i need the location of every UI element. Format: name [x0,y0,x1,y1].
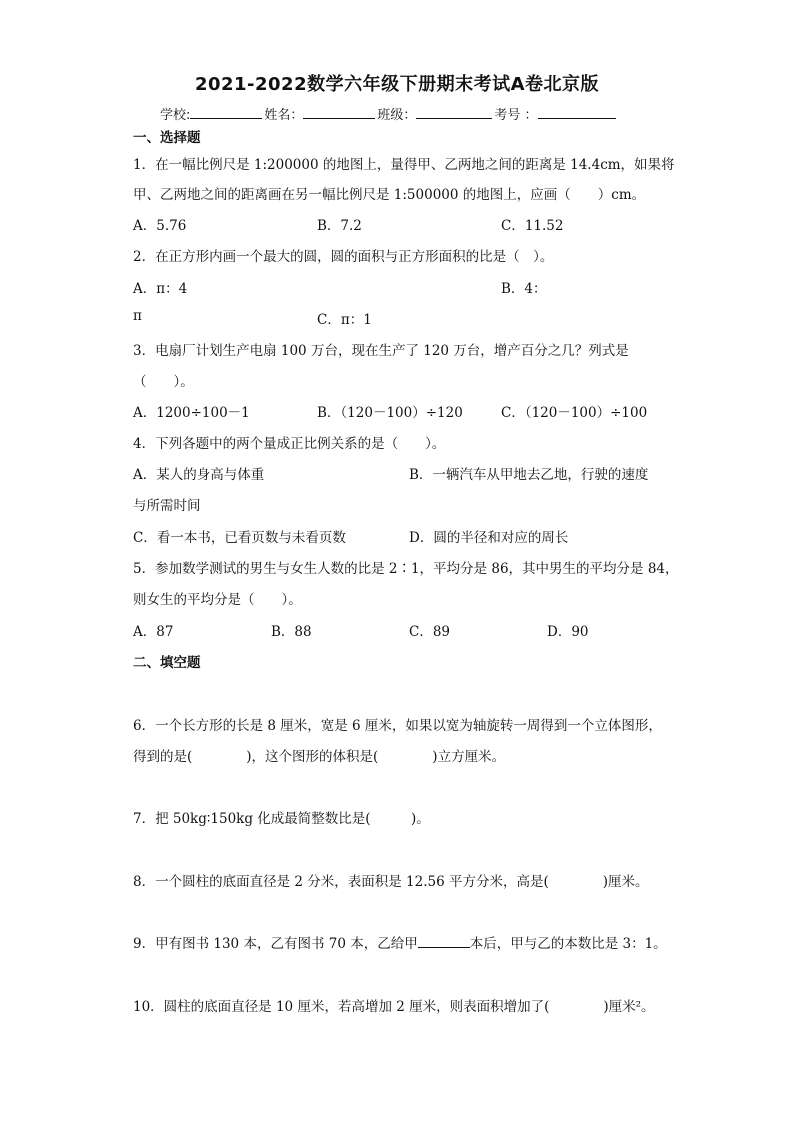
question-2-line-1: 2．在正方形内画一个最大的圆，圆的面积与正方形面积的比是（ ）。 [133,249,554,265]
question-5-option-c[interactable]: C．89 [409,624,451,640]
question-3-line-2: （ ）。 [133,374,194,390]
question-2-option-b[interactable]: B．4： [501,281,547,297]
name-blank[interactable] [303,104,375,119]
school-label: 学校: [160,108,191,123]
question-9-answer-blank[interactable] [418,933,470,948]
student-info-row [160,104,618,123]
question-2-option-b-continued: π [133,308,142,324]
question-9-line-1 [133,932,667,952]
question-7-line-1: 7．把 50kg∶150kg 化成最简整数比是( )。 [133,811,430,827]
question-4-option-b[interactable]: B．一辆汽车从甲地去乙地，行驶的速度 [409,467,649,483]
question-10-line-1: 10．圆柱的底面直径是 10 厘米，若高增加 2 厘米，则表面积增加了( )厘米²。 [133,999,655,1015]
question-5-line-2: 则女生的平均分是（ ）。 [133,592,302,608]
page-title: 2021-2022数学六年级下册期末考试A卷北京版 [194,74,600,95]
exam-no-blank[interactable] [538,104,616,119]
question-1-line-2: 甲、乙两地之间的距离画在另一幅比例尺是 1:500000 的地图上，应画（ ）cm。 [133,187,646,203]
question-9-text-after-blank: 本后，甲与乙的本数比是 3：1。 [469,936,667,952]
question-3-option-b[interactable]: B．（120－100）÷120 [317,405,463,421]
question-9-text-before-blank: 9．甲有图书 130 本，乙有图书 70 本，乙给甲 [133,936,418,952]
question-3-option-c[interactable]: C．（120－100）÷100 [501,405,648,421]
name-label: 姓名： [264,108,304,123]
question-4-line-1: 4．下列各题中的两个量成正比例关系的是（ ）。 [133,436,446,452]
question-5-option-d[interactable]: D．90 [547,624,589,640]
question-4-option-c[interactable]: C．看一本书，已看页数与未看页数 [133,530,346,546]
question-1-option-a[interactable]: A．5.76 [133,218,187,234]
question-5-option-b[interactable]: B．88 [271,624,312,640]
question-1-option-b[interactable]: B．7.2 [317,218,362,234]
question-4-option-b-continued: 与所需时间 [133,498,201,514]
question-8-line-1: 8．一个圆柱的底面直径是 2 分米，表面积是 12.56 平方分米，高是( )厘米。 [133,874,649,890]
question-6-line-1: 6．一个长方形的长是 8 厘米，宽是 6 厘米，如果以宽为轴旋转一周得到一个立体图形， [133,718,662,734]
class-label: 班级： [377,108,417,123]
section-heading-fill-blank: 二、填空题 [133,655,201,671]
question-4-option-a[interactable]: A．某人的身高与体重 [133,467,265,483]
question-5-option-a[interactable]: A．87 [133,624,174,640]
exam-no-label: 考号 ： [494,108,538,123]
question-3-option-a[interactable]: A．1200÷100－1 [133,405,250,421]
question-1-option-c[interactable]: C．11.52 [501,218,564,234]
question-2-option-a[interactable]: A．π：4 [133,281,188,297]
class-blank[interactable] [416,104,492,119]
question-4-option-d[interactable]: D．圆的半径和对应的周长 [409,530,569,546]
school-blank[interactable] [190,104,262,119]
question-5-line-1: 5．参加数学测试的男生与女生人数的比是 2∶1，平均分是 86，其中男生的平均分是 84， [133,561,679,577]
question-1-line-1: 1．在一幅比例尺是 1:200000 的地图上，量得甲、乙两地之间的距离是 14.4cm，如果将 [133,157,675,173]
question-3-line-1: 3．电扇厂计划生产电扇 100 万台，现在生产了 120 万台，增产百分之几？列式是 [133,343,629,359]
question-6-line-2: 得到的是( )，这个图形的体积是( )立方厘米。 [133,749,506,765]
section-heading-choice: 一、选择题 [133,130,201,146]
question-2-option-c[interactable]: C．π：1 [317,312,372,328]
